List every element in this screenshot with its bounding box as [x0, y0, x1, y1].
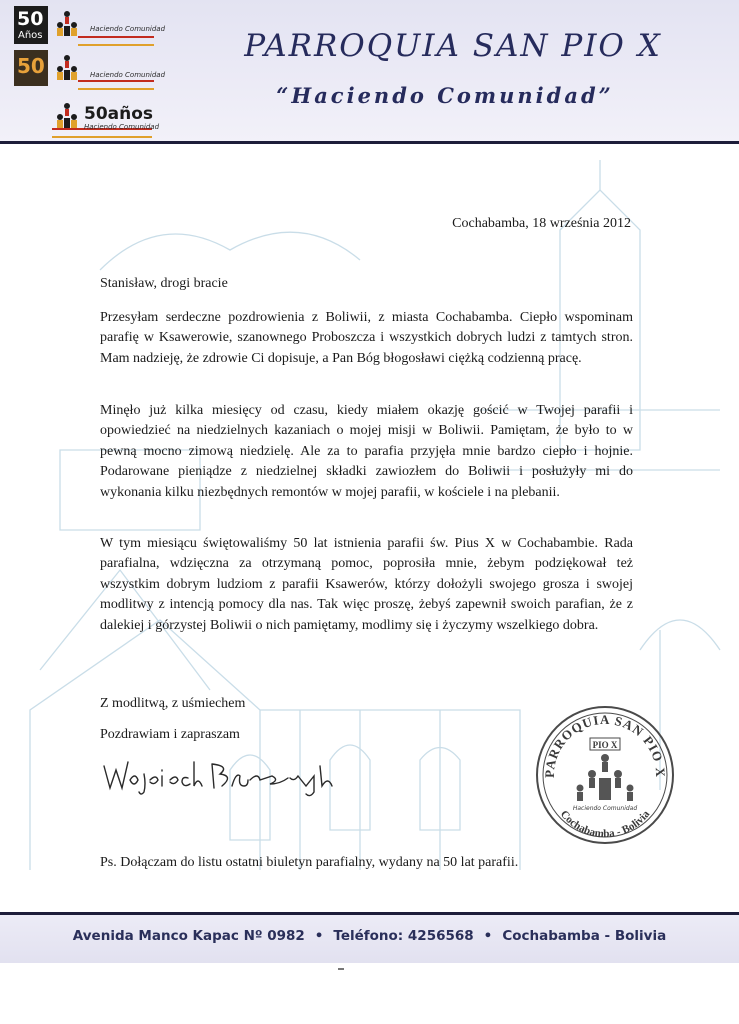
people-pyramid-icon [54, 10, 80, 40]
scan-mark [338, 968, 344, 970]
stamp-motto: Haciendo Comunidad [572, 805, 638, 812]
footer-contact [0, 928, 739, 944]
postscript: Ps. Dołączam do listu ostatni biuletyn parafialny, wydany na 50 lat parafii. [100, 855, 519, 870]
footer-address: Avenida Manco Kapac Nº 0982 [72, 928, 305, 944]
anniversary-logo-3 [52, 98, 164, 136]
logo-tagline: Haciendo Comunidad [84, 123, 160, 131]
stamp-inner-label: PIO X [592, 740, 618, 750]
logo-caption: Años [18, 30, 43, 41]
logo-tagline: Haciendo Comunidad [90, 25, 166, 33]
parish-stamp [534, 704, 676, 846]
parish-seal-icon [534, 704, 676, 846]
parish-motto: “Haciendo Comunidad” [276, 83, 614, 108]
header-divider [0, 141, 739, 144]
ribbon [78, 80, 154, 90]
stamp-outer-text: PARROQUIA SAN PIO X [541, 711, 669, 779]
logo-tagline: Haciendo Comunidad [90, 71, 166, 79]
footer-separator: • [314, 928, 324, 944]
anniversary-logo-1 [14, 6, 166, 46]
letter-paragraph: Minęło już kilka miesięcy od czasu, kiedy miałem okazję gościć w Twojej parafii i opowiedzieć na niedzielnych kazaniach o mojej misji w Boliwii. Pamiętam, że było to w pewną mocno zimową niedzielę. Ale za to parafia przyjęła mnie bardzo ciepło i hojnie. Podarowane pieniądze z niedzielnej składki zawiozłem do Boliwii i posłużyły mi do wykonania kilku niezbędnych remontów w mojej parafii, w kościele i na plebanii. [100, 403, 633, 500]
logo-number: 50 [17, 8, 44, 30]
anniversary-logos [14, 6, 164, 138]
parish-title: PARROQUIA SAN PIO X [244, 28, 662, 64]
footer-separator: • [483, 928, 493, 944]
handwritten-signature [100, 752, 340, 798]
footer-phone: Teléfono: 4256568 [333, 928, 474, 944]
letter-closing-2: Pozdrawiam i zapraszam [100, 727, 240, 742]
logo-number: 50años [84, 104, 154, 124]
letter-date: Cochabamba, 18 września 2012 [452, 216, 631, 231]
letter-greeting: Stanisław, drogi bracie [100, 276, 228, 291]
ribbon [78, 36, 154, 46]
letter-paragraph: Przesyłam serdeczne pozdrowienia z Boliwii, z miasta Cochabamba. Ciepło wspominam parafię w Ksawerowie, szanownego Proboszcza i wszystkich dobrych ludzi z tamtych stron. Mam nadzieję, że zdrowie Ci dopisuje, a Pan Bóg błogosławi ciężką codzienną pracę. [100, 310, 633, 366]
letter-closing: Z modlitwą, z uśmiechem [100, 696, 246, 711]
footer-city: Cochabamba - Bolivia [502, 928, 667, 944]
people-pyramid-icon [54, 54, 80, 84]
letter-paragraph: W tym miesiącu świętowaliśmy 50 lat istnienia parafii św. Pius X w Cochabambie. Rada parafialna, wdzięczna za otrzymaną pomoc, poprosiła mnie, żebym podziękował też wszystkim dobrym ludziom z parafii Ksawerów, którzy dołożyli swojego grosza i swojej modlitwy z intencją pomocy dla nas. Tak więc proszę, żebyś zapewnił swoich parafian, że z dalekiej i górzystej Boliwii o nich pamiętamy, modlimy się i życzymy wszelkiego dobra. [100, 536, 633, 633]
logo-number: 50 [17, 54, 45, 78]
anniversary-logo-2 [14, 50, 166, 90]
stamp-location: Cochabamba - Bolivia [557, 808, 653, 841]
